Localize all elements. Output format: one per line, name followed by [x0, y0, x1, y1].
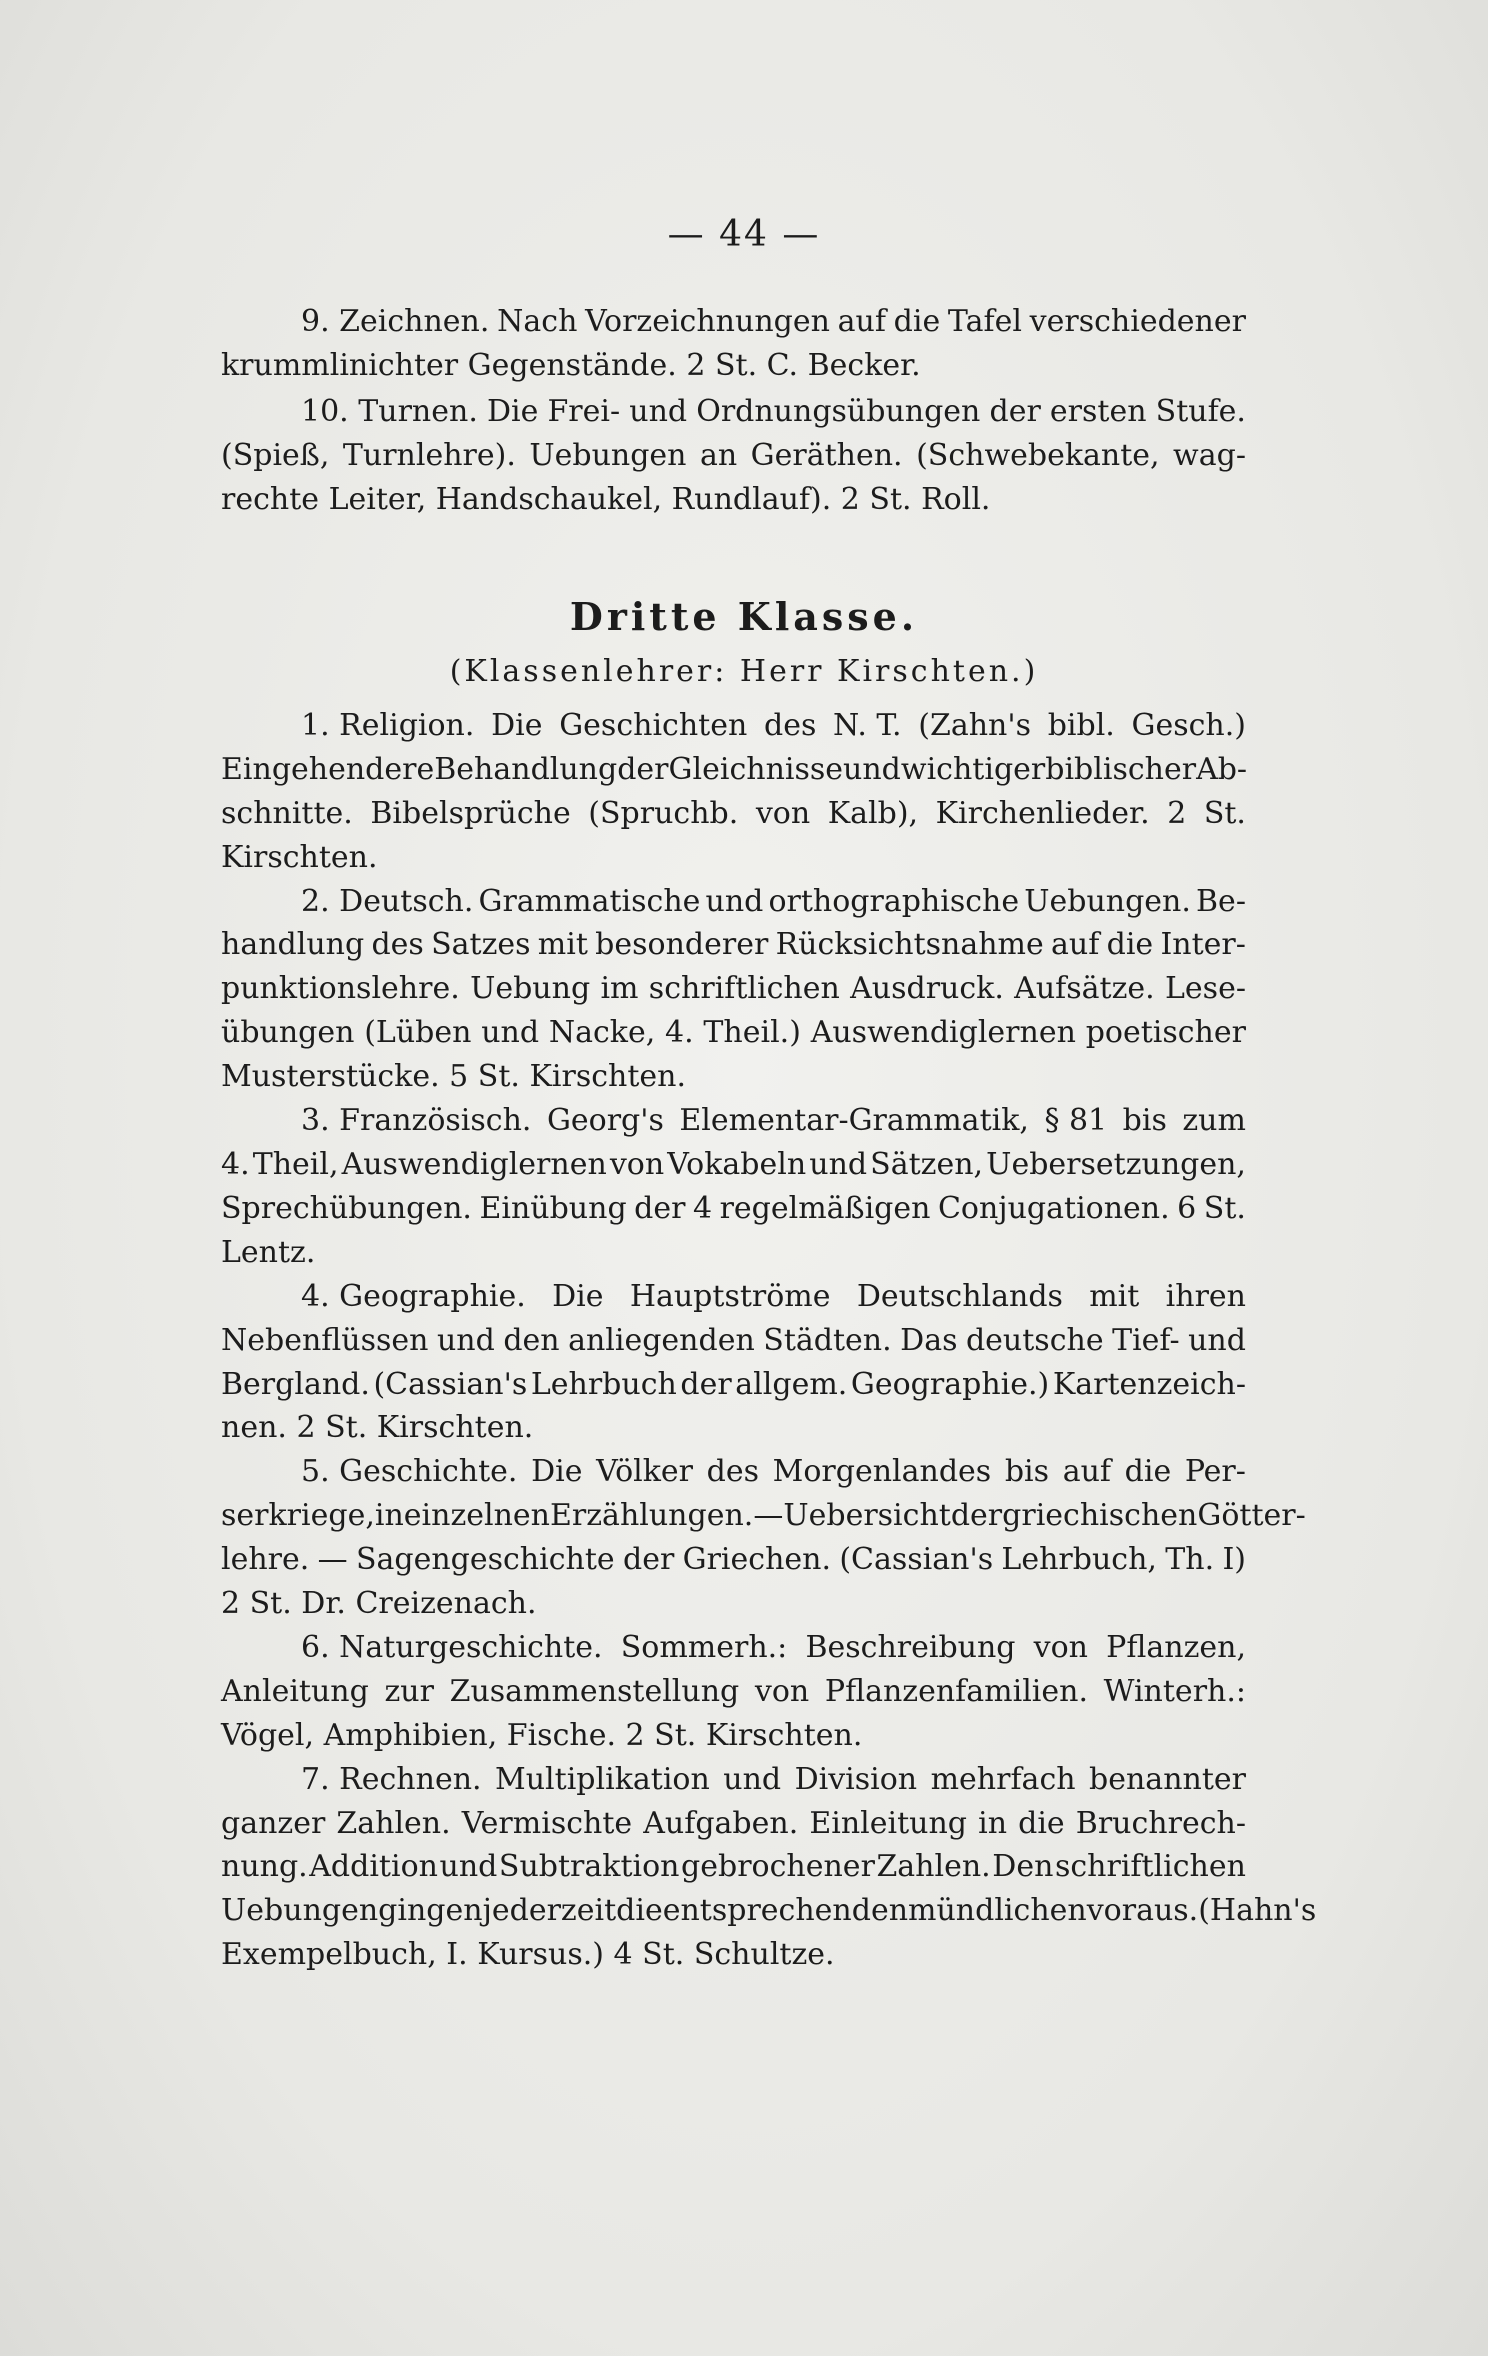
word: 5. Geschichte.: [301, 1454, 518, 1489]
word: 2: [1167, 796, 1187, 831]
word: Subtraktion: [498, 1849, 680, 1884]
word: Uebung: [470, 971, 591, 1006]
text-line: [221, 1231, 1246, 1275]
word: Uebersicht: [783, 1498, 951, 1533]
word: und: [439, 1849, 498, 1884]
word: Th.: [1165, 1542, 1215, 1577]
text-line: [221, 1889, 1317, 1933]
word: der: [617, 752, 669, 787]
word: poetischer: [1085, 1015, 1246, 1050]
text-line: [221, 344, 1246, 388]
word: Vokabeln: [667, 1147, 807, 1182]
word: 1. Religion.: [301, 708, 475, 743]
word: Zahlen.: [876, 1849, 991, 1884]
text-line: [221, 1055, 1246, 1099]
word: und: [436, 1323, 495, 1358]
text-line: [221, 434, 1246, 478]
word: serkriege,: [221, 1498, 375, 1533]
word: Per-: [1184, 1454, 1246, 1489]
word: lehre.: [221, 1542, 310, 1577]
word: mündlichen: [908, 1893, 1087, 1928]
word: zur: [384, 1674, 434, 1709]
word: Stufe.: [1155, 394, 1246, 429]
text-line: [301, 1450, 1246, 1494]
word: punktionslehre.: [221, 971, 460, 1006]
word: die: [616, 1893, 663, 1928]
word: Frei-: [547, 394, 621, 429]
word: schnitte.: [221, 796, 353, 831]
word: Vögel, Amphibien, Fische. 2 St. Kirschten.: [221, 1718, 863, 1753]
word: 2 St. Dr. Creizenach.: [221, 1586, 537, 1621]
word: 4.: [221, 1147, 250, 1182]
word: des: [371, 927, 424, 962]
word: Sätzen,: [870, 1147, 984, 1182]
word: anliegenden: [568, 1323, 755, 1358]
text-line: [221, 836, 1246, 880]
word: Exempelbuch, I. Kursus.) 4 St. Schultze.: [221, 1937, 835, 1972]
word: griechischen: [1002, 1498, 1198, 1533]
word: wichtiger: [900, 752, 1046, 787]
text-line: [221, 748, 1246, 792]
word: Aufsätze.: [1014, 971, 1155, 1006]
word: Be-: [1196, 884, 1246, 919]
word: nen. 2 St. Kirschten.: [221, 1410, 534, 1445]
word: Sommerh.:: [620, 1630, 788, 1665]
word: Tief-: [1112, 1323, 1180, 1358]
word: regelmäßigen: [719, 1191, 931, 1226]
word: rechte Leiter, Handschaukel, Rundlauf). 2 St. Roll.: [221, 482, 991, 517]
word: N. T.: [833, 708, 902, 743]
text-line: [301, 1758, 1246, 1802]
word: Hauptströme: [629, 1279, 831, 1314]
word: 4.: [665, 1015, 694, 1050]
text-line: [301, 1626, 1246, 1670]
word: die: [1124, 1454, 1172, 1489]
text-line: [221, 1011, 1246, 1055]
word: Musterstücke. 5 St. Kirschten.: [221, 1059, 686, 1094]
text-line: [301, 1099, 1246, 1143]
word: handlung: [221, 927, 365, 962]
word: von: [754, 1674, 810, 1709]
word: Geographie.): [850, 1367, 1050, 1402]
word: 3. Französisch.: [301, 1103, 532, 1138]
word: Ausdruck.: [850, 971, 1004, 1006]
word: der: [634, 1191, 686, 1226]
text-line: [221, 967, 1246, 1011]
word: benannter: [1089, 1762, 1246, 1797]
text-line: [221, 1714, 1246, 1758]
word: 6: [1177, 1191, 1197, 1226]
word: Gleichnisse: [668, 752, 844, 787]
word: (Spieß,: [221, 438, 330, 473]
section-heading: Dritte Klasse.: [569, 594, 919, 639]
word: von: [755, 796, 811, 831]
word: jederzeit: [482, 1893, 617, 1928]
word: Auswendiglernen: [810, 1015, 1076, 1050]
word: mehrfach: [930, 1762, 1076, 1797]
word: Auswendiglernen: [341, 1147, 607, 1182]
word: auf: [837, 304, 886, 339]
word: Bibelsprüche: [370, 796, 571, 831]
word: in: [978, 1806, 1008, 1841]
word: Einübung: [479, 1191, 627, 1226]
word: Gesch.): [1131, 708, 1246, 743]
word: auf: [1051, 927, 1100, 962]
word: Völker: [596, 1454, 693, 1489]
text-line: [221, 1187, 1246, 1231]
word: Satzes: [431, 927, 531, 962]
word: verschiedener: [1029, 304, 1246, 339]
text-line: [221, 1933, 1246, 1977]
word: mit: [1089, 1279, 1140, 1314]
word: Vermischte: [461, 1806, 633, 1841]
word: Theil,: [252, 1147, 339, 1182]
class-teacher-line: (Klassenlehrer: Herr Kirschten.): [449, 654, 1039, 689]
word: I): [1222, 1542, 1246, 1577]
word: (Zahn's: [918, 708, 1031, 743]
word: Einleitung: [809, 1806, 968, 1841]
word: Grammatische: [478, 884, 701, 919]
word: die: [1018, 1806, 1065, 1841]
word: von: [609, 1147, 665, 1182]
word: Nach: [497, 304, 578, 339]
word: deutsche: [965, 1323, 1104, 1358]
word: auf: [1062, 1454, 1111, 1489]
text-line: [221, 923, 1246, 967]
word: voraus.: [1086, 1893, 1199, 1928]
word: Lentz.: [221, 1235, 316, 1270]
word: bis: [1004, 1454, 1050, 1489]
word: Griechen.: [682, 1542, 831, 1577]
text-line: [301, 1275, 1246, 1319]
word: 10. Turnen.: [301, 394, 478, 429]
word: die: [893, 304, 941, 339]
word: Kirchenlieder.: [935, 796, 1150, 831]
word: schriftlichen: [1054, 1849, 1246, 1884]
word: des: [706, 1454, 759, 1489]
word: Conjugationen.: [937, 1191, 1170, 1226]
word: Uebersetzungen,: [986, 1147, 1246, 1182]
word: der: [622, 1542, 675, 1577]
word: entsprechenden: [662, 1893, 909, 1928]
text-line: [221, 1845, 1246, 1889]
text-line: [221, 1363, 1246, 1407]
text-line: [221, 1143, 1246, 1187]
word: des: [763, 708, 817, 743]
word: übungen: [221, 1015, 355, 1050]
word: Beschreibung: [805, 1630, 1016, 1665]
word: Kirschten.: [221, 840, 378, 875]
word: Zusammenstellung: [449, 1674, 740, 1709]
word: Nebenflüssen: [221, 1323, 429, 1358]
word: ersten: [1049, 394, 1147, 429]
word: Tafel: [947, 304, 1022, 339]
text-line: [221, 1582, 1246, 1626]
text-line: [221, 792, 1246, 836]
word: Lehrbuch: [530, 1367, 677, 1402]
word: der: [680, 1367, 732, 1402]
word: Addition: [309, 1849, 438, 1884]
word: nung.: [221, 1849, 308, 1884]
word: und: [843, 752, 901, 787]
word: Turnlehre).: [342, 438, 516, 473]
word: Die: [552, 1279, 604, 1314]
text-line: [301, 880, 1246, 924]
word: Anleitung: [221, 1674, 369, 1709]
word: Uebungen: [221, 1893, 379, 1928]
word: zum: [1182, 1103, 1246, 1138]
word: und: [705, 884, 764, 919]
word: und: [629, 394, 688, 429]
word: Erzählungen.: [550, 1498, 754, 1533]
word: mit: [537, 927, 588, 962]
word: St.: [1203, 1191, 1246, 1226]
word: Kalb),: [827, 796, 919, 831]
word: biblischer: [1045, 752, 1197, 787]
word: Sagengeschichte: [355, 1542, 615, 1577]
word: den: [503, 1323, 560, 1358]
text-line: [221, 1538, 1246, 1582]
word: Die: [531, 1454, 583, 1489]
word: 4. Geographie.: [301, 1279, 526, 1314]
word: Bergland.: [221, 1367, 370, 1402]
word: Die: [491, 708, 543, 743]
word: gebrochener: [681, 1849, 875, 1884]
word: Eingehendere: [221, 752, 435, 787]
text-line: [301, 300, 1246, 344]
word: Zahlen.: [336, 1806, 451, 1841]
word: Das: [900, 1323, 958, 1358]
word: Elementar-Grammatik,: [679, 1103, 1029, 1138]
word: Ordnungsübungen: [696, 394, 981, 429]
page-number: — 44 —: [667, 214, 821, 255]
word: und: [723, 1762, 782, 1797]
word: besonderer: [595, 927, 769, 962]
word: Geräthen.: [750, 438, 903, 473]
word: Den: [992, 1849, 1054, 1884]
word: Die: [486, 394, 539, 429]
word: Vorzeichnungen: [585, 304, 830, 339]
word: (Hahn's: [1198, 1893, 1317, 1928]
text-line: [221, 1670, 1246, 1714]
word: Behandlung: [434, 752, 618, 787]
word: Morgenlandes: [772, 1454, 992, 1489]
word: der: [989, 394, 1041, 429]
word: orthographische: [768, 884, 1020, 919]
word: (Spruchb.: [588, 796, 739, 831]
word: Lehrbuch,: [1001, 1542, 1157, 1577]
word: Deutschlands: [856, 1279, 1063, 1314]
word: in: [374, 1498, 404, 1533]
word: 6. Naturgeschichte.: [301, 1630, 603, 1665]
word: der: [950, 1498, 1003, 1533]
word: 4: [692, 1191, 713, 1226]
word: Lese-: [1165, 971, 1246, 1006]
text-line: [221, 478, 1246, 522]
word: (Schwebekante,: [916, 438, 1160, 473]
word: 7. Rechnen.: [301, 1762, 482, 1797]
word: Aufgaben.: [643, 1806, 799, 1841]
word: Nacke,: [548, 1015, 656, 1050]
word: Städten.: [763, 1323, 892, 1358]
word: —: [317, 1542, 348, 1577]
word: —: [753, 1498, 784, 1533]
word: ihren: [1165, 1279, 1246, 1314]
word: Uebungen: [529, 438, 687, 473]
word: (Lüben: [364, 1015, 472, 1050]
word: Götter-: [1197, 1498, 1306, 1533]
word: Division: [794, 1762, 918, 1797]
word: im: [600, 971, 639, 1006]
word: Georg's: [546, 1103, 664, 1138]
word: Ab-: [1196, 752, 1248, 787]
text-line: [221, 1802, 1246, 1846]
word: allgem.: [735, 1367, 848, 1402]
word: 9. Zeichnen.: [301, 304, 490, 339]
word: Rücksichtsnahme: [775, 927, 1044, 962]
word: (Cassian's: [839, 1542, 994, 1577]
word: und: [809, 1147, 868, 1182]
word: und: [481, 1015, 540, 1050]
word: von: [1033, 1630, 1089, 1665]
word: ganzer: [221, 1806, 326, 1841]
word: § 81: [1044, 1103, 1108, 1138]
word: wag-: [1173, 438, 1246, 473]
word: die: [1106, 927, 1154, 962]
word: Pflanzen,: [1106, 1630, 1246, 1665]
text-line: [221, 1406, 1246, 1450]
word: gingen: [378, 1893, 483, 1928]
word: Kartenzeich-: [1052, 1367, 1246, 1402]
word: einzelnen: [403, 1498, 551, 1533]
word: krummlinichter Gegenstände. 2 St. C. Becker.: [221, 348, 921, 383]
word: bibl.: [1047, 708, 1115, 743]
word: St.: [1203, 796, 1246, 831]
word: und: [1188, 1323, 1246, 1358]
word: Winterh.:: [1103, 1674, 1246, 1709]
word: Pflanzenfamilien.: [824, 1674, 1089, 1709]
word: Inter-: [1160, 927, 1246, 962]
text-line: [301, 704, 1246, 748]
word: Uebungen.: [1024, 884, 1191, 919]
word: 2. Deutsch.: [301, 884, 474, 919]
word: Geschichten: [559, 708, 748, 743]
text-line: [221, 1319, 1246, 1363]
text-line: [301, 390, 1246, 434]
word: (Cassian's: [373, 1367, 528, 1402]
word: Sprechübungen.: [221, 1191, 472, 1226]
word: bis: [1122, 1103, 1167, 1138]
word: Theil.): [703, 1015, 801, 1050]
word: Bruchrech-: [1075, 1806, 1246, 1841]
word: Multiplikation: [495, 1762, 710, 1797]
word: schriftlichen: [648, 971, 840, 1006]
text-line: [221, 1494, 1306, 1538]
word: an: [699, 438, 738, 473]
